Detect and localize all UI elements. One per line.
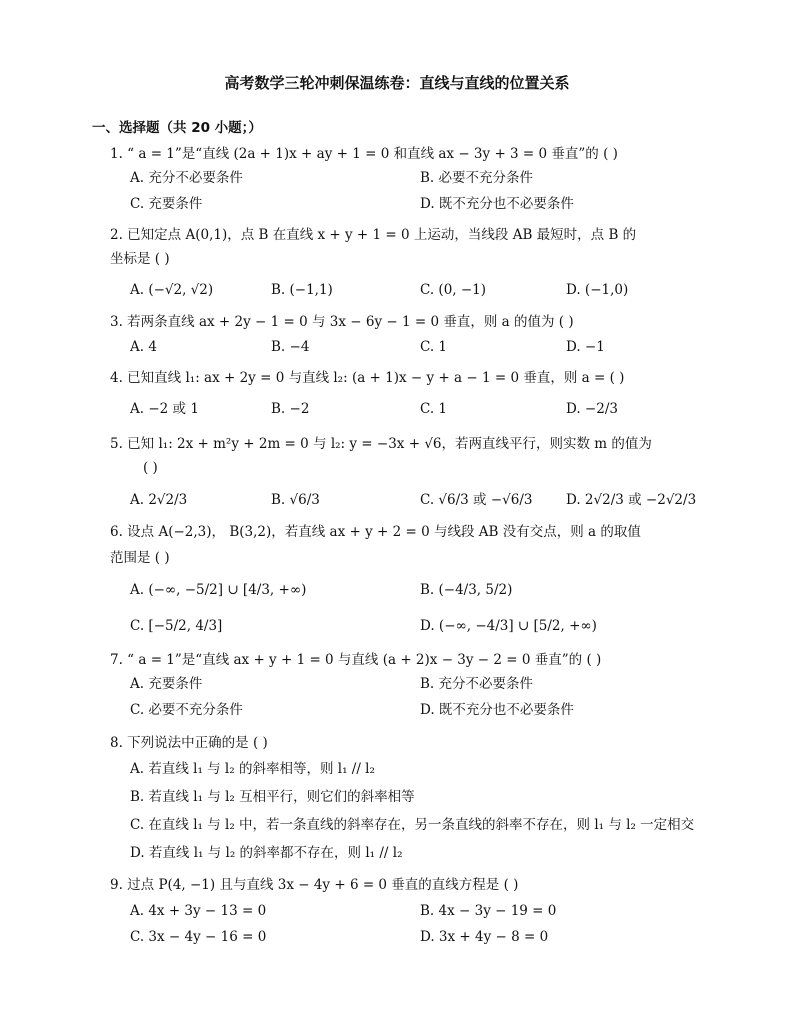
question-8: 8. 下列说法中正确的是 ( ) [110, 735, 268, 751]
question-6-line-1: 6. 设点 A(−2,3)， B(3,2)，若直线 ax + y + 2 = 0 与线段 AB 没有交点，则 a 的取值 [110, 524, 641, 540]
question-4: 4. 已知直线 l₁: ax + 2y = 0 与直线 l₂: (a + 1)x − y + a − 1 = 0 垂直，则 a = ( ) [110, 370, 625, 386]
q3-option-c[interactable]: C. 1 [420, 339, 448, 355]
q1-option-d[interactable]: D. 既不充分也不必要条件 [420, 196, 574, 212]
q4-option-d[interactable]: D. −2/3 [566, 401, 618, 417]
q8-option-a[interactable]: A. 若直线 l₁ 与 l₂ 的斜率相等，则 l₁ // l₂ [130, 761, 375, 777]
question-9: 9. 过点 P(4, −1) 且与直线 3x − 4y + 6 = 0 垂直的直线方程是 ( ) [110, 877, 519, 893]
question-5-line-2: ( ) [143, 460, 158, 476]
q4-option-a[interactable]: A. −2 或 1 [130, 401, 199, 417]
q9-option-a[interactable]: A. 4x + 3y − 13 = 0 [130, 903, 267, 919]
question-1: 1. “ a = 1”是“直线 (2a + 1)x + ay + 1 = 0 和直线 ax − 3y + 3 = 0 垂直”的 ( ) [110, 146, 618, 162]
q1-option-c[interactable]: C. 充要条件 [130, 196, 203, 212]
q8-option-b[interactable]: B. 若直线 l₁ 与 l₂ 互相平行，则它们的斜率相等 [130, 789, 415, 805]
q9-option-c[interactable]: C. 3x − 4y − 16 = 0 [130, 929, 267, 945]
q5-option-c[interactable]: C. √6/3 或 −√6/3 [420, 492, 533, 508]
question-2-line-1: 2. 已知定点 A(0,1)，点 B 在直线 x + y + 1 = 0 上运动，当线段 AB 最短时，点 B 的 [110, 227, 637, 243]
q7-option-d[interactable]: D. 既不充分也不必要条件 [420, 702, 574, 718]
q7-option-b[interactable]: B. 充分不必要条件 [420, 676, 534, 692]
question-7: 7. “ a = 1”是“直线 ax + y + 1 = 0 与直线 (a + 2)x − 3y − 2 = 0 垂直”的 ( ) [110, 652, 602, 668]
q3-option-a[interactable]: A. 4 [130, 339, 157, 355]
page-title: 高考数学三轮冲刺保温练卷：直线与直线的位置关系 [224, 74, 570, 92]
q6-option-a[interactable]: A. (−∞, −5/2] ∪ [4/3, +∞) [130, 582, 307, 598]
section-heading: 一、选择题（共 20 小题；） [92, 120, 262, 136]
q1-option-a[interactable]: A. 充分不必要条件 [130, 170, 243, 186]
q6-option-c[interactable]: C. [−5/2, 4/3] [130, 618, 223, 634]
q6-option-b[interactable]: B. (−4/3, 5/2) [420, 582, 513, 598]
q4-option-c[interactable]: C. 1 [420, 401, 448, 417]
q4-option-b[interactable]: B. −2 [271, 401, 310, 417]
q8-option-c[interactable]: C. 在直线 l₁ 与 l₂ 中，若一条直线的斜率存在，另一条直线的斜率不存在，则 l₁ 与 l₂ 一定相交 [130, 817, 695, 833]
question-2-line-2: 坐标是 ( ) [110, 251, 170, 267]
q2-option-d[interactable]: D. (−1,0) [566, 282, 629, 298]
q2-option-b[interactable]: B. (−1,1) [271, 282, 333, 298]
q1-option-b[interactable]: B. 必要不充分条件 [420, 170, 534, 186]
q5-option-a[interactable]: A. 2√2/3 [130, 492, 188, 508]
q2-option-a[interactable]: A. (−√2, √2) [130, 282, 214, 298]
q6-option-d[interactable]: D. (−∞, −4/3] ∪ [5/2, +∞) [420, 618, 597, 634]
question-5-line-1: 5. 已知 l₁: 2x + m²y + 2m = 0 与 l₂: y = −3x + √6，若两直线平行，则实数 m 的值为 [110, 436, 652, 452]
q7-option-a[interactable]: A. 充要条件 [130, 676, 203, 692]
q3-option-d[interactable]: D. −1 [566, 339, 605, 355]
q5-option-b[interactable]: B. √6/3 [271, 492, 320, 508]
q8-option-d[interactable]: D. 若直线 l₁ 与 l₂ 的斜率都不存在，则 l₁ // l₂ [130, 845, 403, 861]
q9-option-b[interactable]: B. 4x − 3y − 19 = 0 [420, 903, 557, 919]
q5-option-d[interactable]: D. 2√2/3 或 −2√2/3 [566, 492, 697, 508]
q2-option-c[interactable]: C. (0, −1) [420, 282, 487, 298]
q7-option-c[interactable]: C. 必要不充分条件 [130, 702, 243, 718]
q9-option-d[interactable]: D. 3x + 4y − 8 = 0 [420, 929, 549, 945]
q3-option-b[interactable]: B. −4 [271, 339, 310, 355]
question-6-line-2: 范围是 ( ) [110, 550, 170, 566]
question-3: 3. 若两条直线 ax + 2y − 1 = 0 与 3x − 6y − 1 = 0 垂直，则 a 的值为 ( ) [110, 314, 574, 330]
